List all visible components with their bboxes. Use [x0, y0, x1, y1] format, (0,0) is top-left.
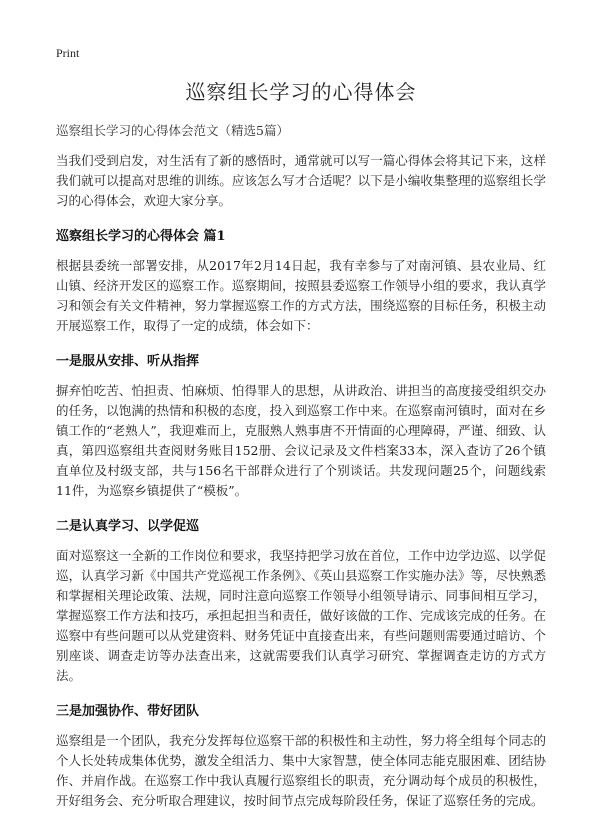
document-body [56, 76, 546, 825]
document-subtitle: 巡察组长学习的心得体会范文（精选5篇） [56, 123, 289, 138]
page-title: 巡察组长学习的心得体会 [185, 80, 417, 104]
section-body-3: 巡察组是一个团队，我充分发挥每位巡察干部的积极性和主动性，努力将全组每个同志的个人长处转成集体优势，激发全组活力、集中大家智慧，使全体同志能克服困难、团结协作、并肩作战。在巡察工作中我认真履行巡察组长的职责，充分调动每个成员的积极性，开好组务会、充分听取合理建议，按时间节点完成每阶段任务，保证了巡察任务的完成。 [56, 733, 546, 808]
article-heading: 巡察组长学习的心得体会 篇1 [56, 229, 226, 244]
section-body-2: 面对巡察这一全新的工作岗位和要求，我坚持把学习放在首位，工作中边学边巡、以学促巡，认真学习新《中国共产党巡视工作条例》、《英山县巡察工作实施办法》等，尽快熟悉和掌握相关理论政策、法规，同时注意向巡察工作领导小组领导请示、同事间相互学习，掌握巡察工作方法和技巧，承担起担当和责任，做好该做的工作、完成该完成的任务。在巡察中有些问题可以从党建资料、财务凭证中直接查出来，有些问题则需要通过暗访、个别座谈、调查走访等办法查出来，这就需要我们认真学习研究、掌握调查走访的方式方法。 [56, 548, 546, 683]
section-heading-3: 三是加强协作、带好团队 [56, 704, 200, 719]
section-body-1: 摒弃怕吃苦、怕担责、怕麻烦、怕得罪人的思想，从讲政治、讲担当的高度接受组织交办的任务，以饱满的热情和积极的态度，投入到巡察工作中来。在巡察南河镇时，面对在乡镇工作的“老熟人”，我迎难而上，克服熟人熟事唐不开情面的心理障碍，严谨、细致、认真，第四巡察组共查阅财务账目152册、会议记录及文件档案33本，深入查访了26个镇直单位及村级支部，共与156名干部群众进行了个别谈话。共发现问题25个，问题线索11件，为巡察乡镇提供了“模板”。 [56, 383, 546, 498]
intro-paragraph: 当我们受到启发，对生活有了新的感悟时，通常就可以写一篇心得体会将其记下来，这样我们就可以提高对思维的训练。应该怎么写才合适呢？以下是小编收集整理的巡察组长学习的心得体会，欢迎大家分享。 [56, 153, 546, 208]
print-label[interactable]: Print [56, 46, 80, 60]
paragraph-1: 根据县委统一部署安排，从2017年2月14日起，我有幸参与了对南河镇、县农业局、红山镇、经济开发区的巡察工作。巡察期间，按照县委巡察工作领导小组的要求，我认真学习和领会有关文件精神，努力掌握巡察工作的方式方法，围绕巡察的目标任务，积极主动开展巡察工作，取得了一定的成绩，体会如下： [56, 258, 546, 333]
section-heading-2: 二是认真学习、以学促巡 [56, 519, 200, 534]
section-heading-1: 一是服从安排、听从指挥 [56, 354, 200, 369]
